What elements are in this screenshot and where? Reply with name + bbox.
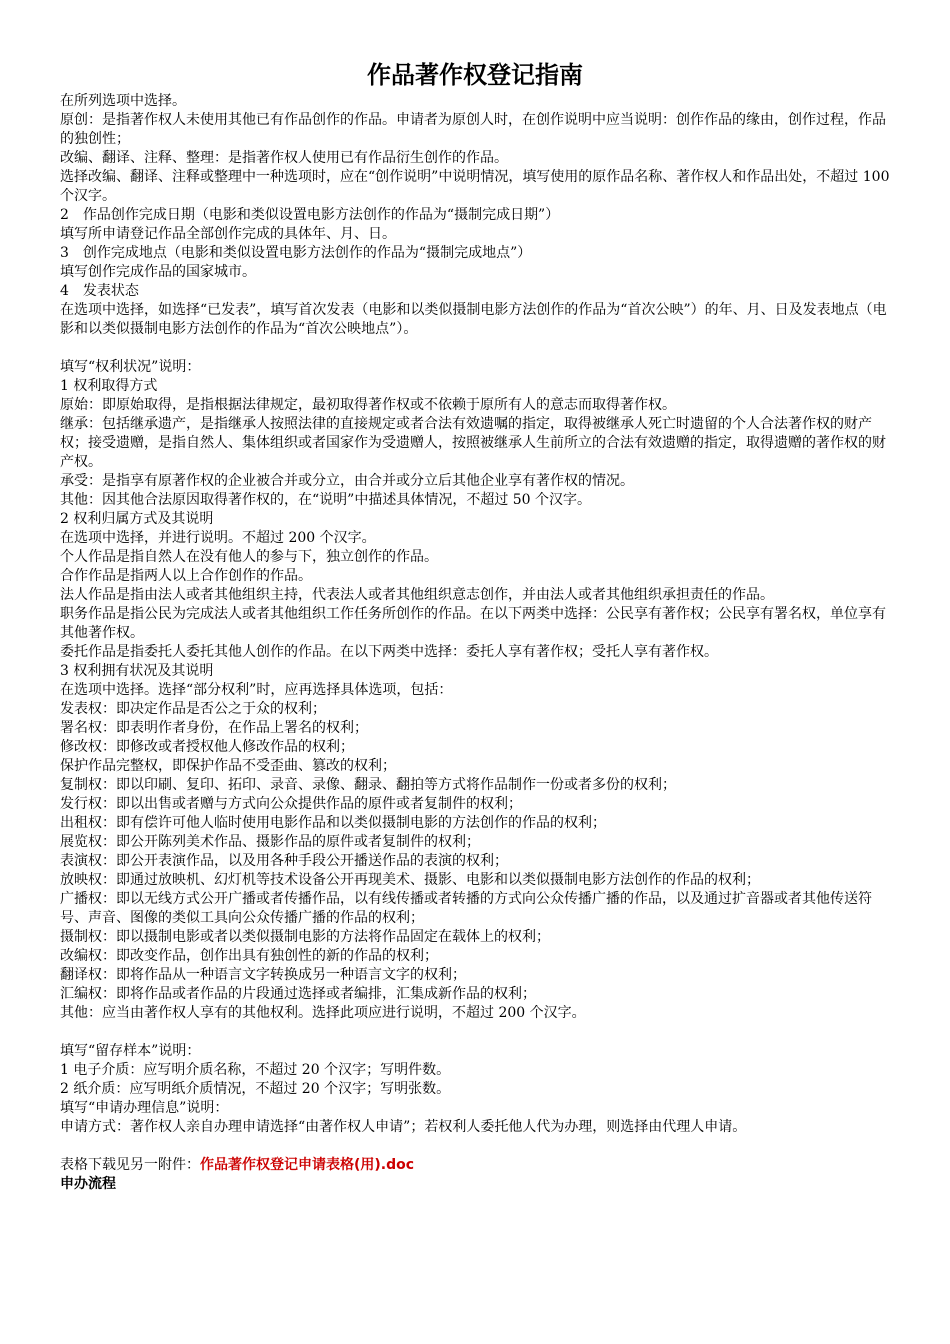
paragraph: 发表权：即决定作品是否公之于众的权利； xyxy=(60,701,326,717)
paragraph: 合作作品是指两人以上合作创作的作品。 xyxy=(60,568,312,584)
paragraph: 保护作品完整权，即保护作品不受歪曲、篡改的权利； xyxy=(60,758,396,774)
document-page xyxy=(60,58,890,1194)
paragraph: 委托作品是指委托人委托其他人创作的作品。在以下两类中选择：委托人享有著作权；受托人享有著作权。 xyxy=(60,644,718,660)
process-heading: 申办流程 xyxy=(60,1176,116,1192)
paragraph: 在选项中选择。选择“部分权利”时，应再选择具体选项，包括： xyxy=(60,682,453,698)
paragraph: 放映权：即通过放映机、幻灯机等技术设备公开再现美术、摄影、电影和以类似摄制电影方法创作的作品的权利； xyxy=(60,872,760,888)
paragraph: 在选项中选择，并进行说明。不超过 200 个汉字。 xyxy=(60,530,376,546)
paragraph: 3 创作完成地点（电影和类似设置电影方法创作的作品为“摄制完成地点”） xyxy=(60,245,532,261)
paragraph: 申请方式：著作权人亲自办理申请选择“由著作权人申请”；若权利人委托他人代为办理，则选择由代理人申请。 xyxy=(60,1119,747,1135)
paragraph: 翻译权：即将作品从一种语言文字转换成另一种语言文字的权利； xyxy=(60,967,466,983)
paragraph: 在所列选项中选择。 xyxy=(60,93,186,109)
paragraph: 选择改编、翻译、注释或整理中一种选项时，应在“创作说明”中说明情况，填写使用的原作品名称、著作权人和作品出处，不超过 100 个汉字。 xyxy=(60,169,890,204)
download-prefix: 表格下载见另一附件： xyxy=(60,1157,200,1173)
paragraph: 填写所申请登记作品全部创作完成的具体年、月、日。 xyxy=(60,226,396,242)
paragraph: 其他：应当由著作权人享有的其他权利。选择此项应进行说明，不超过 200 个汉字。 xyxy=(60,1005,586,1021)
paragraph: 在选项中选择，如选择“已发表”，填写首次发表（电影和以类似摄制电影方法创作的作品为“首次公映”）的年、月、日及发表地点（电影和以类似摄制电影方法创作的作品为“首次公映地点”）。 xyxy=(60,302,887,337)
paragraph: 修改权：即修改或者授权他人修改作品的权利； xyxy=(60,739,354,755)
download-line xyxy=(60,1156,890,1175)
paragraph: 发行权：即以出售或者赠与方式向公众提供作品的原件或者复制件的权利； xyxy=(60,796,522,812)
paragraph: 其他：因其他合法原因取得著作权的，在“说明”中描述具体情况，不超过 50 个汉字。 xyxy=(60,492,592,508)
paragraph: 个人作品是指自然人在没有他人的参与下，独立创作的作品。 xyxy=(60,549,438,565)
paragraph: 填写“留存样本”说明： xyxy=(60,1043,201,1059)
paragraph: 1 权利取得方式 xyxy=(60,378,158,394)
section-rights-status xyxy=(60,358,890,1023)
download-link[interactable]: 作品著作权登记申请表格(用).doc xyxy=(200,1157,415,1173)
spacer xyxy=(60,1137,890,1156)
paragraph: 法人作品是指由法人或者其他组织主持，代表法人或者其他组织意志创作，并由法人或者其他组织承担责任的作品。 xyxy=(60,587,774,603)
paragraph: 4 发表状态 xyxy=(60,283,139,299)
paragraph: 原创：是指著作权人未使用其他已有作品创作的作品。申请者为原创人时，在创作说明中应当说明：创作作品的缘由，创作过程，作品的独创性； xyxy=(60,112,886,147)
paragraph: 摄制权：即以摄制电影或者以类似摄制电影的方法将作品固定在载体上的权利； xyxy=(60,929,550,945)
paragraph: 出租权：即有偿许可他人临时使用电影作品和以类似摄制电影的方法创作的作品的权利； xyxy=(60,815,606,831)
paragraph: 填写创作完成作品的国家城市。 xyxy=(60,264,256,280)
paragraph: 职务作品是指公民为完成法人或者其他组织工作任务所创作的作品。在以下两类中选择：公民享有著作权；公民享有署名权，单位享有其他著作权。 xyxy=(60,606,886,641)
paragraph: 承受：是指享有原著作权的企业被合并或分立，由合并或分立后其他企业享有著作权的情况。 xyxy=(60,473,634,489)
paragraph: 原始：即原始取得，是指根据法律规定，最初取得著作权或不依赖于原所有人的意志而取得著作权。 xyxy=(60,397,676,413)
paragraph: 继承：包括继承遗产，是指继承人按照法律的直接规定或者合法有效遗嘱的指定，取得被继承人死亡时遗留的个人合法著作权的财产权；接受遗赠，是指自然人、集体组织或者国家作为受遗赠人，按照被继承人生前所立的合法有效遗赠的指定，取得遗赠的著作权的财产权。 xyxy=(60,416,886,470)
paragraph: 2 作品创作完成日期（电影和类似设置电影方法创作的作品为“摄制完成日期”） xyxy=(60,207,560,223)
paragraph: 署名权：即表明作者身份，在作品上署名的权利； xyxy=(60,720,368,736)
paragraph: 汇编权：即将作品或者作品的片段通过选择或者编排，汇集成新作品的权利； xyxy=(60,986,536,1002)
page-title: 作品著作权登记指南 xyxy=(367,61,583,89)
paragraph: 2 权利归属方式及其说明 xyxy=(60,511,214,527)
paragraph: 展览权：即公开陈列美术作品、摄影作品的原件或者复制件的权利； xyxy=(60,834,480,850)
paragraph: 复制权：即以印刷、复印、拓印、录音、录像、翻录、翻拍等方式将作品制作一份或者多份的权利； xyxy=(60,777,676,793)
paragraph: 3 权利拥有状况及其说明 xyxy=(60,663,214,679)
paragraph: 广播权：即以无线方式公开广播或者传播作品，以有线传播或者转播的方式向公众传播广播的作品，以及通过扩音器或者其他传送符号、声音、图像的类似工具向公众传播广播的作品的权利； xyxy=(60,891,872,926)
paragraph: 1 电子介质：应写明介质名称，不超过 20 个汉字；写明件数。 xyxy=(60,1062,451,1078)
paragraph: 表演权：即公开表演作品，以及用各种手段公开播送作品的表演的权利； xyxy=(60,853,508,869)
paragraph: 填写“权利状况”说明： xyxy=(60,359,201,375)
paragraph: 改编、翻译、注释、整理：是指著作权人使用已有作品衍生创作的作品。 xyxy=(60,150,508,166)
paragraph: 2 纸介质：应写明纸介质情况，不超过 20 个汉字；写明张数。 xyxy=(60,1081,451,1097)
section-creation-info xyxy=(60,92,890,339)
section-sample-info xyxy=(60,1042,890,1137)
spacer xyxy=(60,1023,890,1042)
paragraph: 填写“申请办理信息”说明： xyxy=(60,1100,229,1116)
paragraph: 改编权：即改变作品，创作出具有独创性的新的作品的权利； xyxy=(60,948,438,964)
spacer xyxy=(60,339,890,358)
